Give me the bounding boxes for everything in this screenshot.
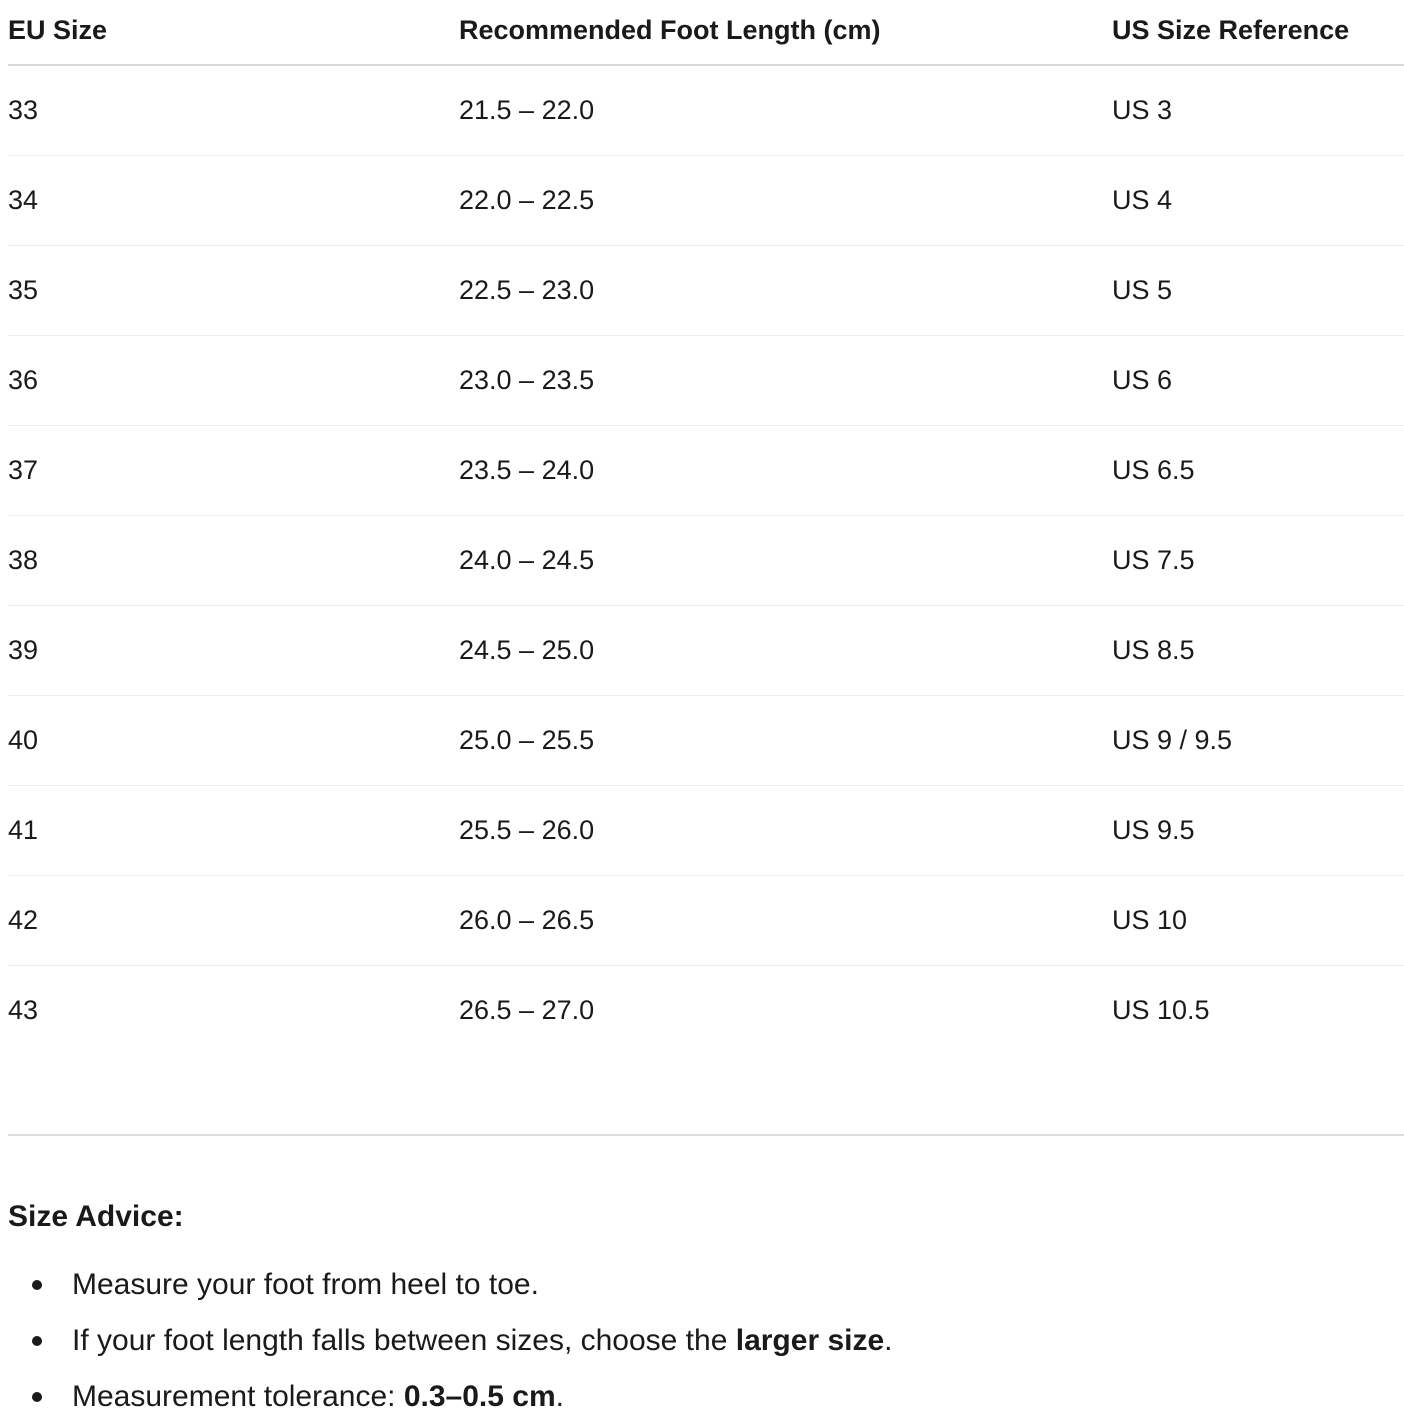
table-row xyxy=(8,246,1404,336)
list-item xyxy=(8,1260,1404,1316)
eu-size-cell: 34 xyxy=(8,156,459,246)
table-row xyxy=(8,966,1404,1056)
eu-size-cell: 35 xyxy=(8,246,459,336)
bullet-icon xyxy=(32,1280,42,1290)
us-size-cell: US 10.5 xyxy=(1112,995,1210,1025)
eu-size-cell: 38 xyxy=(8,516,459,606)
advice-emphasis: 0.3–0.5 cm xyxy=(403,1380,556,1413)
table-row xyxy=(8,426,1404,516)
us-size-cell: US 8.5 xyxy=(1112,606,1404,696)
bullet-icon xyxy=(32,1392,42,1402)
size-guide-page xyxy=(8,0,1404,1413)
foot-length-cell: 26.5 – 27.0 xyxy=(459,995,595,1025)
table-row xyxy=(8,786,1404,876)
advice-text: Measure your foot from heel to toe. xyxy=(72,1268,539,1301)
foot-length-cell: 26.0 – 26.5 xyxy=(459,876,1112,966)
advice-text: If your foot length falls between sizes, choose the xyxy=(72,1324,736,1357)
header-eu-size: EU Size xyxy=(8,0,459,65)
eu-size-cell: 41 xyxy=(8,786,459,876)
foot-length-cell: 25.5 – 26.0 xyxy=(459,786,1112,876)
foot-length-cell: 23.0 – 23.5 xyxy=(459,336,1112,426)
foot-length-cell: 21.5 – 22.0 xyxy=(459,65,1112,156)
advice-text: Measurement tolerance: xyxy=(72,1380,404,1413)
advice-text-end: . xyxy=(555,1380,564,1413)
eu-size-cell: 39 xyxy=(8,606,459,696)
foot-length-cell: 25.0 – 25.5 xyxy=(459,696,1112,786)
section-divider xyxy=(8,1134,1404,1136)
us-size-cell: US 7.5 xyxy=(1112,516,1404,606)
us-size-cell: US 10 xyxy=(1112,876,1404,966)
bullet-icon xyxy=(32,1336,42,1346)
foot-length-cell: 22.5 – 23.0 xyxy=(459,246,1112,336)
eu-size-cell: 36 xyxy=(8,336,459,426)
foot-length-cell: 24.0 – 24.5 xyxy=(459,516,1112,606)
table-row xyxy=(8,516,1404,606)
foot-length-cell: 23.5 – 24.0 xyxy=(459,426,1112,516)
foot-length-cell: 24.5 – 25.0 xyxy=(459,606,1112,696)
table-header-row xyxy=(8,0,1404,65)
size-chart-table xyxy=(8,0,1404,1055)
us-size-cell: US 9.5 xyxy=(1112,786,1404,876)
eu-size-cell: 33 xyxy=(8,65,459,156)
advice-text-end: . xyxy=(884,1324,893,1357)
table-row xyxy=(8,876,1404,966)
us-size-cell: US 4 xyxy=(1112,156,1404,246)
eu-size-cell: 37 xyxy=(8,426,459,516)
table-row xyxy=(8,156,1404,246)
us-size-cell: US 6.5 xyxy=(1112,426,1404,516)
us-size-cell: US 6 xyxy=(1112,336,1404,426)
size-advice-heading: Size Advice: xyxy=(8,1200,184,1233)
table-row xyxy=(8,696,1404,786)
table-row xyxy=(8,336,1404,426)
us-size-cell: US 9 / 9.5 xyxy=(1112,696,1404,786)
header-us-size: US Size Reference xyxy=(1112,0,1404,65)
header-foot-length: Recommended Foot Length (cm) xyxy=(459,0,1112,65)
advice-emphasis: larger size xyxy=(735,1324,885,1357)
eu-size-cell: 43 xyxy=(8,995,39,1025)
foot-length-cell: 22.0 – 22.5 xyxy=(459,156,1112,246)
list-item xyxy=(8,1372,1404,1428)
size-advice-list xyxy=(8,1260,1404,1428)
us-size-cell: US 3 xyxy=(1112,65,1404,156)
eu-size-cell: 42 xyxy=(8,876,459,966)
list-item xyxy=(8,1316,1404,1372)
table-row xyxy=(8,65,1404,156)
eu-size-cell: 40 xyxy=(8,696,459,786)
us-size-cell: US 5 xyxy=(1112,246,1404,336)
table-row xyxy=(8,606,1404,696)
